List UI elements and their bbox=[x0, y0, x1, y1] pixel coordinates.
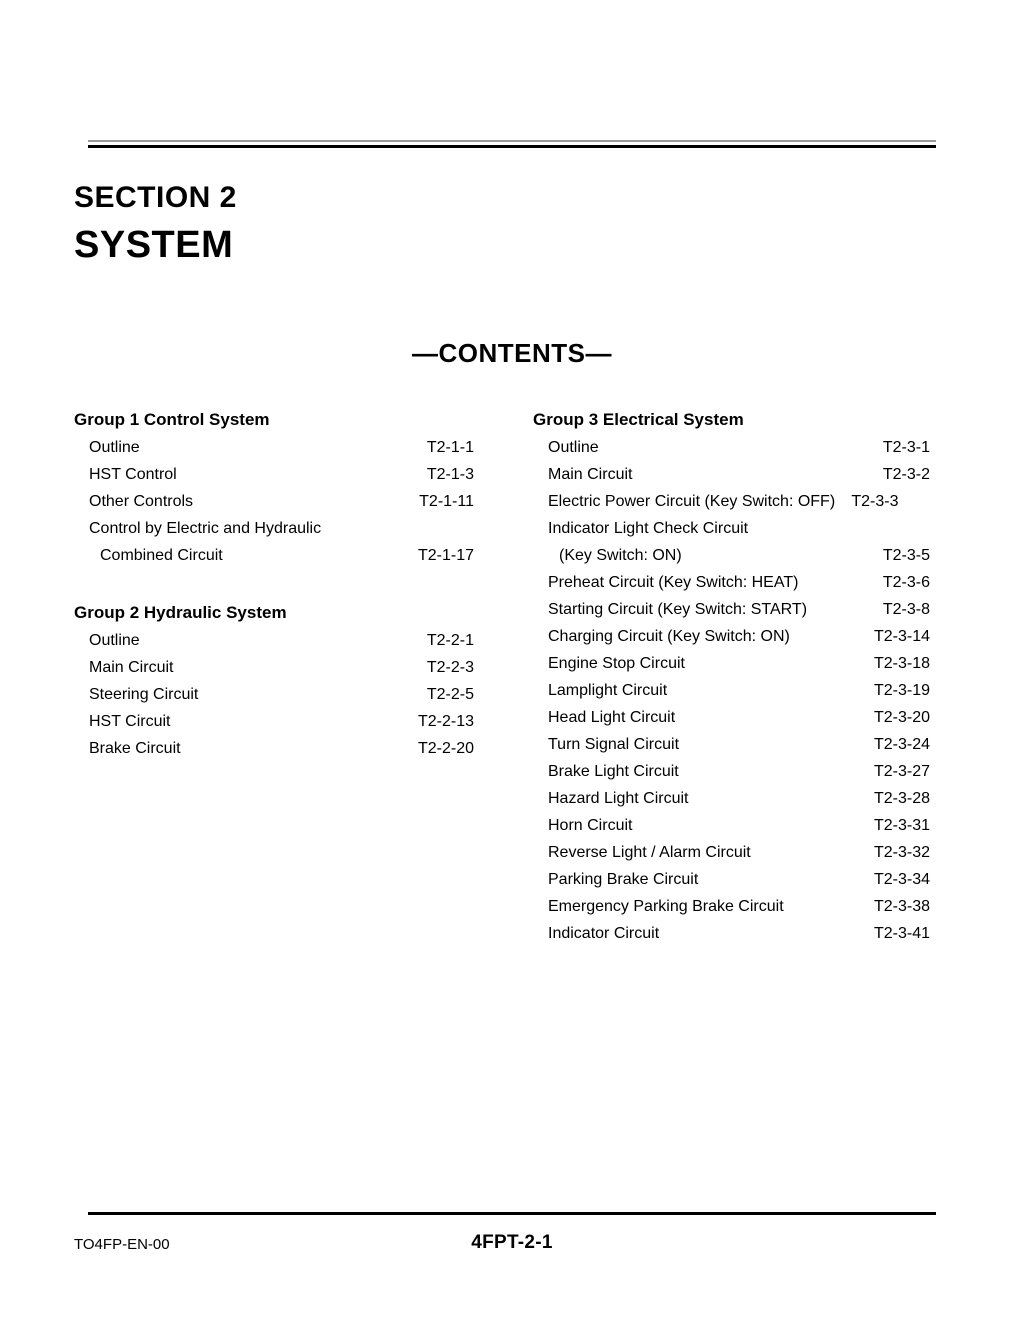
toc-entry[interactable] bbox=[74, 515, 474, 542]
toc-entry-label: Outline bbox=[548, 439, 599, 456]
toc-dot-leader bbox=[668, 679, 873, 695]
toc-entry-label: Engine Stop Circuit bbox=[548, 655, 685, 672]
toc-entry-page: T2-2-13 bbox=[417, 713, 474, 730]
toc-dot-leader bbox=[172, 710, 417, 726]
toc-entry-label: Brake Light Circuit bbox=[548, 763, 679, 780]
toc-column-left bbox=[74, 406, 474, 762]
toc-entry[interactable] bbox=[533, 569, 930, 596]
toc-entry[interactable] bbox=[533, 920, 930, 947]
toc-entry-label: Outline bbox=[89, 439, 140, 456]
toc-entry-page: T2-2-1 bbox=[426, 632, 474, 649]
toc-group bbox=[74, 406, 474, 569]
toc-list bbox=[74, 627, 474, 762]
toc-entry-page: T2-3-5 bbox=[878, 547, 930, 564]
toc-dot-leader bbox=[676, 706, 873, 722]
toc-entry[interactable] bbox=[533, 785, 930, 812]
toc-entry-page: T2-3-18 bbox=[873, 655, 930, 672]
toc-dot-leader bbox=[660, 922, 873, 938]
toc-entry[interactable] bbox=[533, 893, 930, 920]
toc-entry[interactable] bbox=[533, 866, 930, 893]
toc-entry[interactable] bbox=[533, 677, 930, 704]
toc-entry-label: Outline bbox=[89, 632, 140, 649]
toc-entry-page: T2-3-8 bbox=[878, 601, 930, 618]
section-title: SYSTEM bbox=[74, 224, 234, 266]
toc-entry-page: T2-1-3 bbox=[426, 466, 474, 483]
toc-dot-leader bbox=[785, 895, 873, 911]
toc-entry-page: T2-3-28 bbox=[873, 790, 930, 807]
toc-entry[interactable] bbox=[74, 681, 474, 708]
toc-entry[interactable] bbox=[533, 488, 930, 515]
toc-group-title: Group 1 Control System bbox=[74, 410, 270, 429]
header-rule-thin bbox=[88, 140, 936, 142]
toc-entry-label: Horn Circuit bbox=[548, 817, 633, 834]
toc-dot-leader bbox=[791, 625, 873, 641]
toc-entry[interactable] bbox=[533, 704, 930, 731]
toc-dot-leader bbox=[141, 629, 426, 645]
toc-entry-label: Main Circuit bbox=[548, 466, 633, 483]
toc-dot-leader bbox=[194, 490, 418, 506]
toc-entry-page: T2-3-2 bbox=[878, 466, 930, 483]
toc-dot-leader bbox=[686, 652, 873, 668]
toc-entry[interactable] bbox=[533, 434, 930, 461]
toc-dot-leader bbox=[699, 868, 873, 884]
toc-dot-leader bbox=[199, 683, 426, 699]
toc-entry[interactable] bbox=[533, 461, 930, 488]
toc-entry-page: T2-1-1 bbox=[426, 439, 474, 456]
toc-entry-page: T2-3-20 bbox=[873, 709, 930, 726]
toc-dot-leader bbox=[690, 787, 873, 803]
toc-entry-label: (Key Switch: ON) bbox=[559, 547, 682, 564]
toc-dot-leader bbox=[633, 814, 873, 830]
toc-entry[interactable] bbox=[533, 650, 930, 677]
toc-entry[interactable] bbox=[533, 596, 930, 623]
toc-entry-page: T2-2-20 bbox=[417, 740, 474, 757]
toc-entry-page: T2-3-31 bbox=[873, 817, 930, 834]
toc-dot-leader bbox=[600, 436, 878, 452]
toc-group bbox=[74, 599, 474, 762]
toc-entry-page: T2-3-19 bbox=[873, 682, 930, 699]
toc-dot-leader bbox=[178, 463, 426, 479]
contents-heading: —CONTENTS— bbox=[412, 338, 612, 368]
toc-dot-leader bbox=[182, 737, 417, 753]
toc-entry-page: T2-3-41 bbox=[873, 925, 930, 942]
toc-entry-page: T2-2-3 bbox=[426, 659, 474, 676]
toc-entry-label: Charging Circuit (Key Switch: ON) bbox=[548, 628, 790, 645]
toc-dot-leader bbox=[633, 463, 877, 479]
toc-entry-page: T2-3-14 bbox=[873, 628, 930, 645]
toc-entry-label: Head Light Circuit bbox=[548, 709, 676, 726]
toc-dot-leader bbox=[174, 656, 425, 672]
toc-dot-leader bbox=[683, 544, 878, 560]
toc-entry-page: T2-3-24 bbox=[873, 736, 930, 753]
toc-dot-leader bbox=[680, 733, 873, 749]
toc-entry[interactable] bbox=[533, 515, 930, 542]
toc-dot-leader bbox=[808, 598, 878, 614]
toc-entry-label: HST Circuit bbox=[89, 713, 171, 730]
footer-page-code: 4FPT-2-1 bbox=[471, 1232, 553, 1253]
toc-entry[interactable] bbox=[74, 461, 474, 488]
toc-entry-label: Steering Circuit bbox=[89, 686, 199, 703]
toc-entry[interactable] bbox=[533, 758, 930, 785]
toc-entry-page: T2-1-17 bbox=[417, 547, 474, 564]
toc-entry[interactable] bbox=[74, 654, 474, 681]
toc-entry-label: Emergency Parking Brake Circuit bbox=[548, 898, 784, 915]
toc-entry[interactable] bbox=[74, 735, 474, 762]
section-number: SECTION 2 bbox=[74, 181, 237, 214]
toc-entry-page: T2-3-32 bbox=[873, 844, 930, 861]
toc-entry[interactable] bbox=[74, 542, 474, 569]
toc-entry[interactable] bbox=[533, 839, 930, 866]
toc-entry-label: HST Control bbox=[89, 466, 177, 483]
toc-entry-label: Indicator Circuit bbox=[548, 925, 660, 942]
toc-column-right bbox=[533, 406, 930, 947]
toc-entry-label: Electric Power Circuit (Key Switch: OFF) bbox=[548, 493, 836, 510]
toc-entry-page: T2-3-34 bbox=[873, 871, 930, 888]
toc-entry-label: Hazard Light Circuit bbox=[548, 790, 689, 807]
toc-entry-page: T2-1-11 bbox=[419, 493, 474, 510]
toc-entry-label: Preheat Circuit (Key Switch: HEAT) bbox=[548, 574, 799, 591]
toc-entry-label: Brake Circuit bbox=[89, 740, 181, 757]
toc-entry-page: T2-2-5 bbox=[426, 686, 474, 703]
toc-entry[interactable] bbox=[74, 434, 474, 461]
toc-entry-page: T2-3-1 bbox=[878, 439, 930, 456]
toc-entry-label: Reverse Light / Alarm Circuit bbox=[548, 844, 751, 861]
toc-entry[interactable] bbox=[74, 708, 474, 735]
toc-entry-label: Combined Circuit bbox=[100, 547, 223, 564]
toc-entry-label: Turn Signal Circuit bbox=[548, 736, 680, 753]
toc-entry-label: Indicator Light Check Circuit bbox=[548, 520, 749, 537]
footer-document-code: TO4FP-EN-00 bbox=[74, 1236, 170, 1253]
toc-entry-label: Control by Electric and Hydraulic bbox=[89, 520, 322, 537]
toc-group-title: Group 2 Hydraulic System bbox=[74, 603, 287, 622]
toc-dot-leader bbox=[141, 436, 426, 452]
footer-rule bbox=[88, 1212, 936, 1215]
toc-list bbox=[533, 434, 930, 947]
toc-entry-label: Starting Circuit (Key Switch: START) bbox=[548, 601, 808, 618]
toc-entry[interactable] bbox=[533, 623, 930, 650]
toc-list bbox=[74, 434, 474, 569]
toc-entry-page: T2-3-27 bbox=[873, 763, 930, 780]
toc-entry[interactable] bbox=[74, 488, 474, 515]
toc-dot-leader bbox=[799, 571, 877, 587]
toc-entry-label: Main Circuit bbox=[89, 659, 174, 676]
toc-group-title: Group 3 Electrical System bbox=[533, 410, 744, 429]
toc-entry[interactable] bbox=[533, 812, 930, 839]
toc-entry-page: T2-3-38 bbox=[873, 898, 930, 915]
toc-entry-page: T2-3-6 bbox=[878, 574, 930, 591]
header-double-rule bbox=[88, 140, 936, 148]
toc-entry-page: T2-3-3 bbox=[847, 493, 899, 510]
toc-dot-leader bbox=[752, 841, 873, 857]
header-rule-thick bbox=[88, 145, 936, 148]
toc-dot-leader bbox=[224, 544, 417, 560]
toc-entry-label: Lamplight Circuit bbox=[548, 682, 668, 699]
toc-entry-label: Parking Brake Circuit bbox=[548, 871, 699, 888]
toc-dot-leader bbox=[838, 490, 844, 506]
toc-dot-leader bbox=[680, 760, 873, 776]
toc-entry-label: Other Controls bbox=[89, 493, 194, 510]
toc-entry[interactable] bbox=[533, 542, 930, 569]
toc-group bbox=[533, 406, 930, 947]
toc-entry[interactable] bbox=[74, 627, 474, 654]
toc-entry[interactable] bbox=[533, 731, 930, 758]
